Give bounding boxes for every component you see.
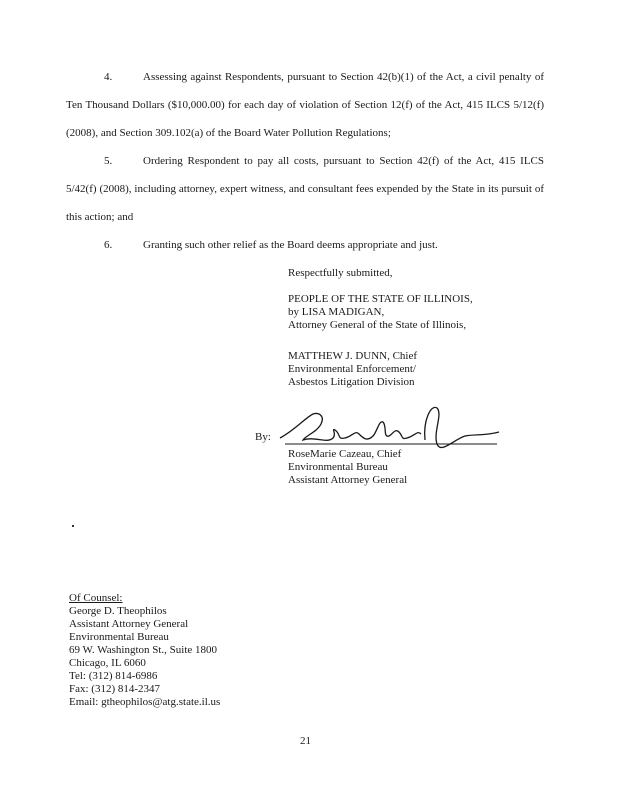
division-block [288,350,417,389]
item-number: 5. [104,155,113,167]
prayer-item-4 [66,63,544,147]
item-text: Assessing against Respondents, pursuant to Section 42(b)(1) of the Act, a civil penalty of Ten Thousand Dollars ($10,000.00) for each day of violation of Section 12(f) of the Act, 415 ILCS 5/12(f) (2008), and Section 309.102(a) of the Board Water Pollution Regulations; [66,71,544,139]
counsel-heading: Of Counsel: [69,592,123,604]
prayer-item-6 [66,231,544,259]
signer-block [288,448,407,487]
counsel-tel: Tel: (312) 814-6986 [69,670,158,682]
by-label: By: [255,431,271,443]
closing-text: Respectfully submitted, [288,267,393,279]
division-line: Environmental Enforcement/ [288,363,416,375]
signer-title: Assistant Attorney General [288,474,408,486]
counsel-email: Email: gtheophilos@atg.state.il.us [69,696,221,708]
counsel-city: Chicago, IL 6060 [69,657,146,669]
counsel-title: Assistant Attorney General [69,618,189,630]
party-block [288,293,473,332]
prayer-item-5 [66,147,544,231]
item-text: Granting such other relief as the Board deems appropriate and just. [143,239,438,251]
counsel-address: 69 W. Washington St., Suite 1800 [69,644,218,656]
page-number: 21 [300,735,311,747]
division-line: MATTHEW J. DUNN, Chief [288,350,418,362]
counsel-name: George D. Theophilos [69,605,167,617]
counsel-fax: Fax: (312) 814-2347 [69,683,161,695]
counsel-office: Environmental Bureau [69,631,169,643]
party-line: PEOPLE OF THE STATE OF ILLINOIS, [288,293,473,305]
signer-name: RoseMarie Cazeau, Chief [288,448,402,460]
division-line: Asbestos Litigation Division [288,376,415,388]
party-line: by LISA MADIGAN, [288,306,385,318]
signer-office: Environmental Bureau [288,461,388,473]
item-text: Ordering Respondent to pay all costs, pursuant to Section 42(f) of the Act, 415 ILCS 5/42(f) (2008), including attorney, expert witness, and consultant fees expended by the State in its pursuit of this action; and [66,155,544,223]
item-number: 4. [104,71,113,83]
counsel-block [69,592,220,709]
stray-mark [72,525,74,527]
item-number: 6. [104,239,113,251]
party-line: Attorney General of the State of Illinois, [288,319,467,331]
